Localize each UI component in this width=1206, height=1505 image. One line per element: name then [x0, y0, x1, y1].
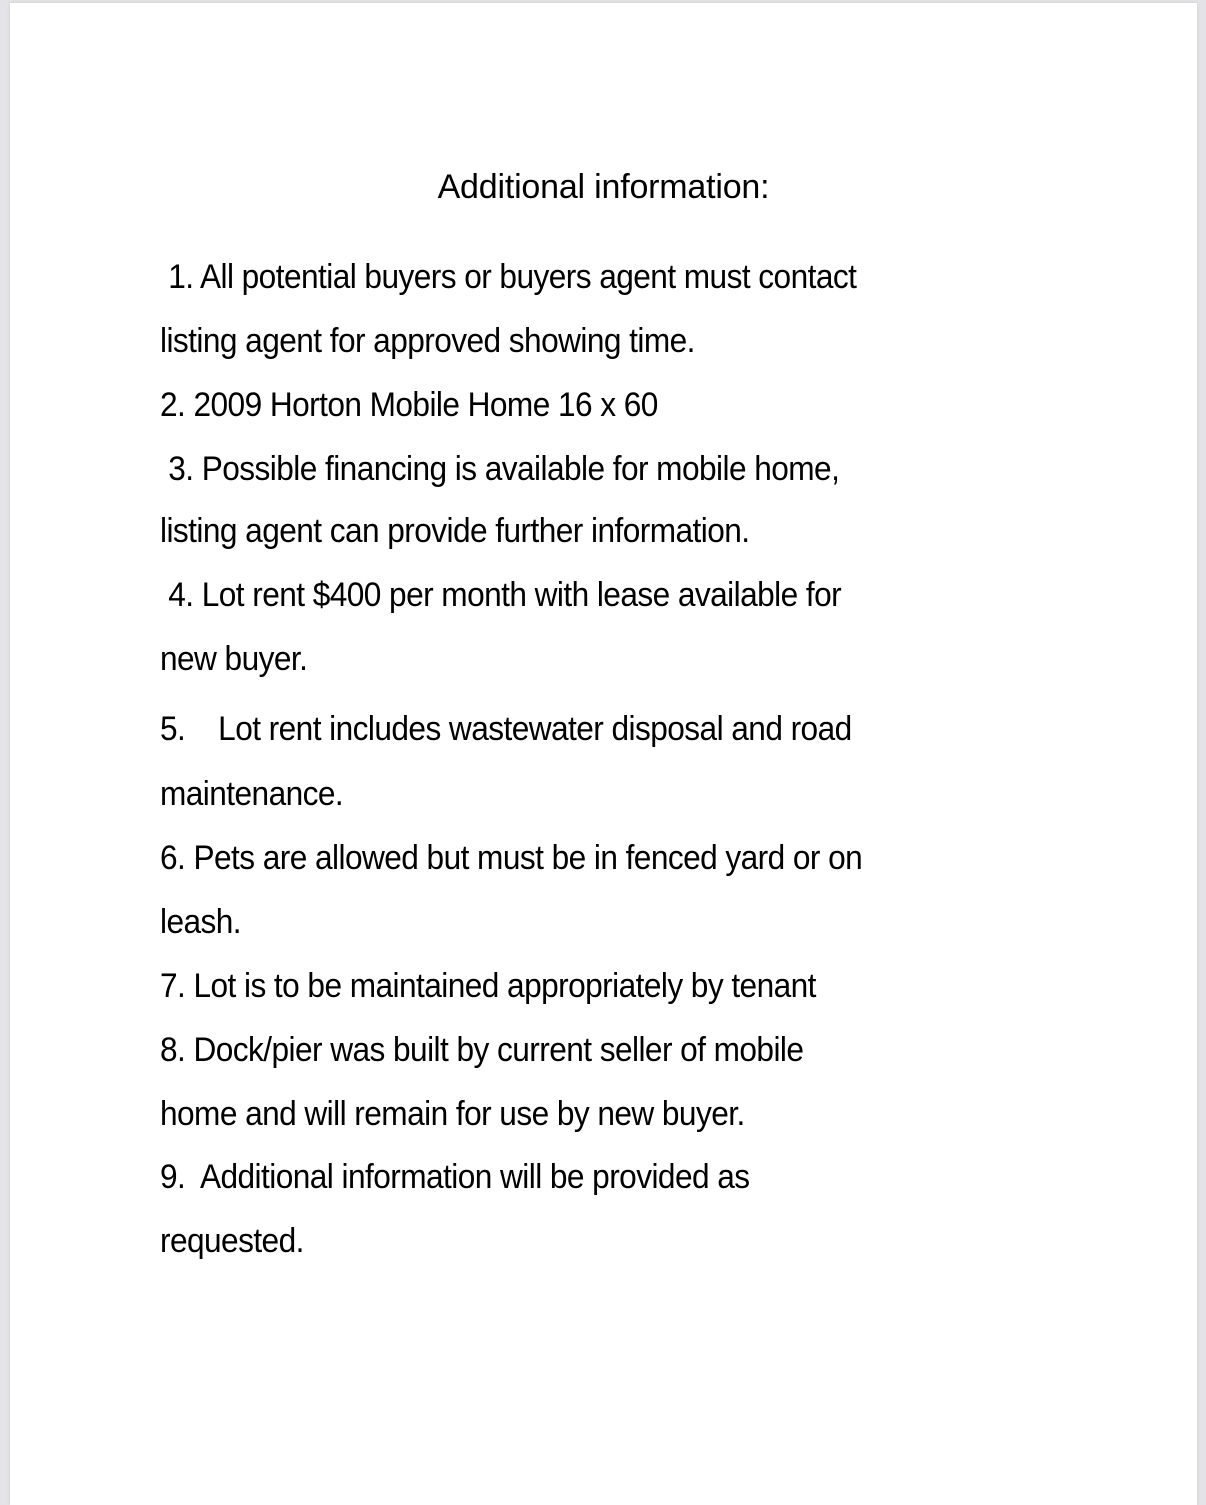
item-9-line-1: 9. Additional information will be provided as — [160, 1158, 750, 1196]
document-page — [10, 3, 1197, 1505]
item-5-line-2: maintenance. — [160, 775, 344, 813]
item-1-line-1: 1. All potential buyers or buyers agent must contact — [160, 258, 857, 296]
item-9-line-2: requested. — [160, 1222, 304, 1260]
page-title: Additional information: — [437, 168, 770, 206]
item-8-line-2: home and will remain for use by new buyer. — [160, 1095, 745, 1133]
item-4-line-1: 4. Lot rent $400 per month with lease available for — [160, 576, 842, 614]
item-2-line-1: 2. 2009 Horton Mobile Home 16 x 60 — [160, 386, 658, 424]
item-5-line-1: 5. Lot rent includes wastewater disposal and road — [160, 710, 852, 748]
item-6-line-1: 6. Pets are allowed but must be in fenced yard or on — [160, 839, 863, 877]
item-1-line-2: listing agent for approved showing time. — [160, 322, 695, 360]
item-3-line-2: listing agent can provide further information. — [160, 512, 750, 550]
item-7-line-1: 7. Lot is to be maintained appropriately by tenant — [160, 967, 816, 1005]
item-3-line-1: 3. Possible financing is available for mobile home, — [160, 450, 840, 488]
item-4-line-2: new buyer. — [160, 640, 308, 678]
item-8-line-1: 8. Dock/pier was built by current seller of mobile — [160, 1031, 804, 1069]
item-6-line-2: leash. — [160, 903, 242, 941]
